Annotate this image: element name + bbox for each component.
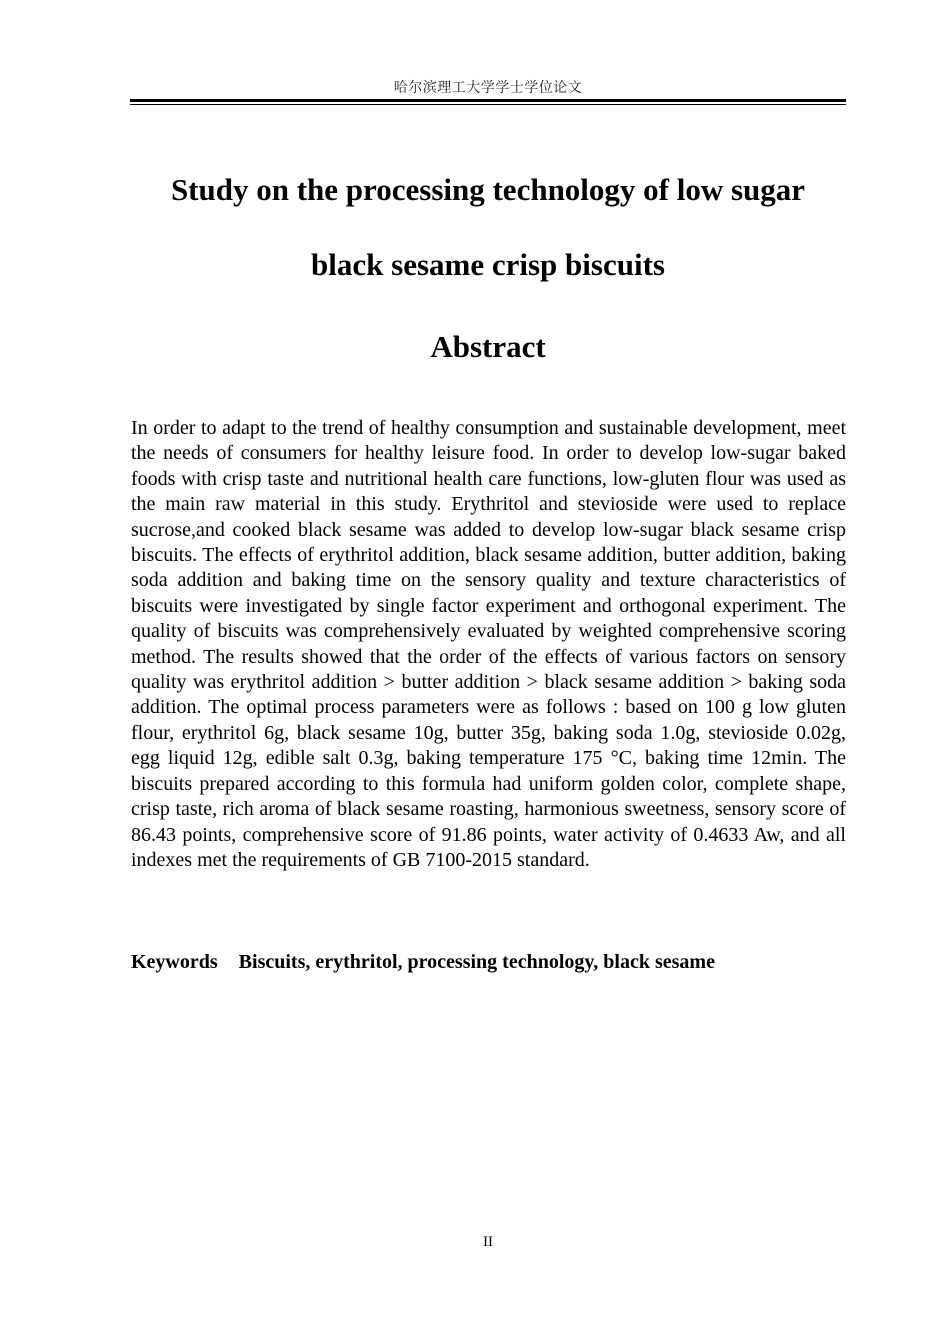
abstract-heading: Abstract — [430, 329, 546, 364]
paper-title-line-1: Study on the processing technology of low sugar — [170, 172, 806, 207]
keywords-line — [131, 950, 846, 975]
abstract-body: In order to adapt to the trend of healthy consumption and sustainable development, meet the needs of consumers for healthy leisure food. In order to develop low-sugar baked foods with crisp taste and nutritional health care functions, low-gluten flour was used as the main raw material in this study. Erythritol and stevioside were used to replace sucrose,and cooked black sesame was added to develop low-sugar black sesame crisp biscuits. The effects of erythritol addition, black sesame addition, butter addition, baking soda addition and baking time on the sensory quality and texture characteristics of biscuits were investigated by single factor experiment and orthogonal experiment. The quality of biscuits was comprehensively evaluated by weighted comprehensive scoring method. The results showed that the order of the effects of various factors on sensory quality was erythritol addition > butter addition > black sesame addition > baking soda addition. The optimal process parameters were as follows : based on 100 g low gluten flour, erythritol 6g, black sesame 10g, butter 35g, baking soda 1.0g, stevioside 0.02g, egg liquid 12g, edible salt 0.3g, baking temperature 175 °C, baking time 12min. The biscuits prepared according to this formula had uniform golden color, complete shape, crisp taste, rich aroma of black sesame roasting, harmonious sweetness, sensory score of 86.43 points, comprehensive score of 91.86 points, water activity of 0.4633 Aw, and all indexes met the requirements of GB 7100-2015 standard. — [131, 417, 846, 871]
running-header: 哈尔滨理工大学学士学位论文 — [393, 80, 583, 96]
keywords-label: Keywords — [131, 951, 218, 973]
header-rule-thin — [130, 104, 846, 105]
paper-title-line-2: black sesame crisp biscuits — [311, 247, 665, 282]
page-number: II — [483, 1234, 493, 1250]
paper-title — [100, 152, 876, 302]
header-rule-thick — [130, 99, 846, 102]
keywords-text: Biscuits, erythritol, processing technology, black sesame — [238, 951, 715, 973]
